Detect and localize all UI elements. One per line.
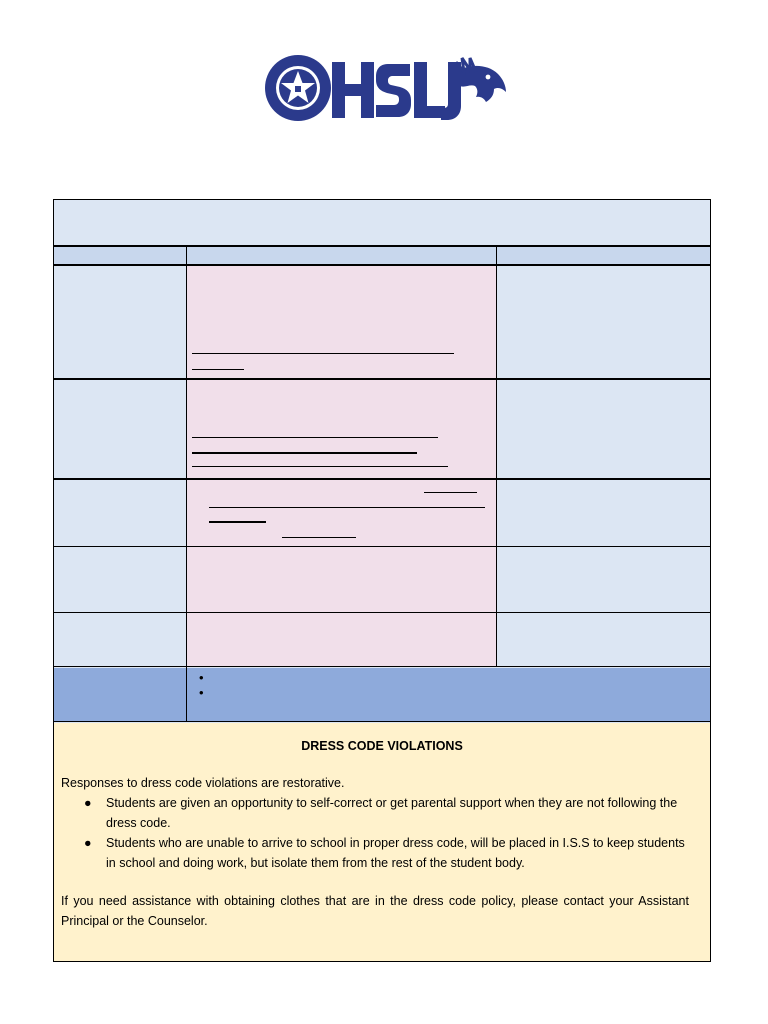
- underline-mark: [192, 452, 417, 454]
- underline-mark: [192, 466, 448, 467]
- list-item-text: Students are given an opportunity to self-correct or get parental support when they are not following the dress code.: [106, 796, 678, 830]
- row-divider: [53, 478, 711, 480]
- dress-code-title: DRESS CODE VIOLATIONS: [301, 739, 463, 753]
- underline-mark: [192, 369, 244, 370]
- underline-mark: [209, 507, 485, 508]
- list-item: [84, 793, 696, 833]
- row-divider: [53, 378, 711, 380]
- column-divider: [496, 245, 497, 667]
- footer-row: [54, 668, 710, 722]
- column-divider: [186, 245, 187, 721]
- list-item: [84, 833, 696, 873]
- footer-bullet-icon: •: [199, 685, 204, 700]
- row-divider: [53, 612, 711, 613]
- underline-mark: [282, 537, 356, 538]
- row-divider: [53, 546, 711, 547]
- row-divider: [53, 245, 711, 247]
- bullet-icon: ●: [84, 796, 92, 810]
- underline-mark: [192, 353, 454, 354]
- dress-code-footer: If you need assistance with obtaining clothes that are in the dress code policy, please contact your Assistant Principal or the Counselor.: [61, 894, 689, 928]
- bullet-icon: ●: [84, 836, 92, 850]
- wordmark-letters: [332, 62, 461, 120]
- hslj-logo: [262, 52, 508, 124]
- underline-mark: [192, 437, 438, 438]
- row-divider: [53, 721, 711, 722]
- row-divider: [53, 264, 711, 266]
- table-title-cell: [54, 200, 710, 246]
- footer-bullet-icon: •: [199, 670, 204, 685]
- dress-code-intro: Responses to dress code violations are restorative.: [61, 776, 345, 790]
- seal-icon: [265, 55, 331, 121]
- underline-mark: [424, 492, 477, 493]
- dress-code-list: [61, 793, 696, 873]
- eagle-icon: [456, 58, 506, 102]
- underline-mark: [209, 521, 266, 523]
- dress-code-section: [54, 723, 710, 961]
- column-header-row: [54, 247, 710, 265]
- row-divider: [53, 666, 711, 667]
- list-item-text: Students who are unable to arrive to school in proper dress code, will be placed in I.S.S to keep students in school and doing work, but isolate them from the rest of the student body.: [106, 836, 685, 870]
